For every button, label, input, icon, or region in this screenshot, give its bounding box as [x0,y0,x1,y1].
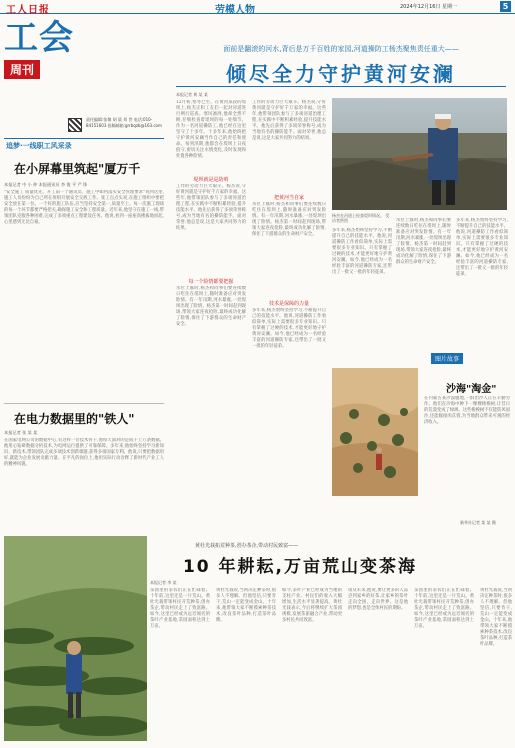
issue-date: 2024年12月16日 星期一 [400,4,458,10]
picture-story-caption: 新华社记者 某 某 摄 [460,520,496,525]
feature-subhead-2: 每一个险情都要把握 [188,279,234,285]
paper-name: 工人日报 [6,5,50,16]
brand-title: 工会 [4,18,74,58]
column-label: 追梦·一线职工风采录 [6,142,72,150]
column-header [4,138,164,150]
left-column [4,18,164,543]
feature-subhead-3: 把黄河当自家 [273,195,304,201]
picture-story-title: 沙海"淘金" [446,384,497,395]
article2-headline: 在电力数据里的"铁人" [14,412,135,426]
qr-code-icon [68,118,82,132]
bottom-photo-image [4,536,147,741]
brand-subtitle: 周刊 [4,60,40,79]
feature-title: 倾尽全力守护黄河安澜 [226,62,456,86]
masthead [0,0,515,14]
feature-col1b: 工作的劳动力巨大艰辛。杨杰说,守好黄河就是守护好千万家的幸福。这些年,他带领团队参与了多项河道治理工程,在实践中不断积累经验,提升技能水平。他先后获得了多项荣誉称号,成为当地有名的操防能手。面对荣誉,他总是说,这是大家共同努力的结果。 [176,184,246,231]
bottom-col1: 茶园里的茶农们正在忙碌着。十年前,这里还是一片荒山。黄杜光栽带领村民开荒种茶,创办茶企,带动村民走上了致富路。如今,这里已经成为远近闻名的茶叶产业基地,茶园面积达到上万亩。 [150,588,210,629]
feature-byline: 本报记者 黄 某 某 [176,92,208,97]
weekly-brand [4,18,104,88]
article1-headline: 在小屏幕里筑起"厦万千 [14,162,141,176]
bottom-kicker: 黄杜光栽拓荒种茶,创办茶企,带动村民致富—— [195,543,299,549]
bottom-col4: 谈及未来,他说,要让更多的人品尝到家乡的好茶,让家乡的茶叶走向全国、走向世界。这是他的梦想,也是全体村民的期盼。 [348,588,408,611]
bottom-byline: 本报记者 李 某 [150,580,177,585]
bottom-col2: 黄杜光栽说,当初决定种茶时,很多人不理解。但他坚信,只要肯干,荒山一定能变成金山。十年来,他带领大家不断摸索种茶技术,改良茶叶品种,打造茶叶品牌。 [216,588,276,623]
bottom-col6: 黄杜光栽说,当初决定种茶时,很多人不理解。但他坚信,只要肯干,荒山一定能变成金山。十年来,他带领大家不断摸索种茶技术,改良茶叶品种,打造茶叶品牌。 [480,588,512,647]
feature-photo-image [332,98,507,210]
feature-col2: 工作的劳动力巨大艰辛。杨杰说,守好黄河就是守护好千万家的幸福。这些年,他带领团队参与了多项河道治理工程,在实践中不断积累经验,提升技能水平。他先后获得了多项荣誉称号,成为当地有名的操防能手。面对荣誉,他总是说,这是大家共同努力的结果。 [252,100,326,141]
bottom-photo [4,536,147,741]
picture-story-header [431,353,511,364]
feature-rule [176,86,506,87]
feature-col3: 水位上涨时,杨杰和同事们要连续数日吃住在堤坝上,随时准备应对突发险情。有一年汛期,河水暴涨,一处堤坝出现了险情。杨杰第一时间赶到现场,带领大家连夜抢险,最终成功化解了险情,保住了下游群众的生命财产安全。 [396,218,451,265]
article-divider [4,403,164,404]
bottom-title: 10 年耕耘,万亩荒山变茶海 [182,557,418,577]
feature-col2c: 多年来,杨杰始终坚持学习,不断提升自己的技能水平。他说,河道操防工作看似简单,实际上需要很多专业知识。只有掌握了过硬的技术,才能更好地守护黄河安澜。如今,他已经成为一名经验丰富的河道操防专家,还带出了一批又一批的年轻徒弟。 [252,308,326,349]
feature-photo-caption: 杨杰在河道上检查堤坝情况。 受访者供图 [332,213,390,223]
article1-byline: 本报记者 中 小 仲 本报通讯员 李 俊 平 严 锋 [4,182,88,187]
page-number: 5 [500,1,511,12]
feature-subhead-4: 技术是保障的力量 [268,301,309,307]
feature-col1c: 水位上涨时,杨杰和同事们要连续数日吃住在堤坝上,随时准备应对突发险情。有一年汛期,河水暴涨,一处堤坝出现了险情。杨杰第一时间赶到现场,带领大家连夜抢险,最终成功化解了险情,保住了下游群众的生命财产安全。 [176,286,246,327]
feature-subhead-1: 堤坝就是巡防哨 [193,177,229,183]
picture-story-body: 在内蒙古某沙漠腹地,一群治沙人正在辛勤劳作。他们在沙海中种下一棵棵梭梭树,让昔日的荒漠变成了绿洲。这些梭梭树不仅能防风固沙,还能嫁接肉苁蓉,为当地群众带来可观的经济收入。 [424,396,510,425]
article2-body: 在国家电网公司的数据中心,有这样一位技术骨干,他每天面对的是成千上万条数据。他用心钻研数据分析技术,为电网运行提供了可靠保障。多年来,他始终坚持学习新知识、新技术,带领团队完成多项技术创新课题,获得多项国家专利。他说,只要把数据用好,就能为企业发展贡献力量。在平凡的岗位上,他用实际行动诠释了新时代产业工人的精神风貌。 [4,438,164,467]
feature-col1: 12月初,寒冬已至。在黄河某段的堤坝上,杨杰正和工友们一起对河道进行例行巡查。寒风凛冽,他却全然不顾,仔细检查着堤坝的每一处细节。作为一名河道操防工,他已经在这里坚守了十多年。十多年来,他始终把守护黄河安澜当作自己的责任和使命。每到汛期,他都会在堤坝上日夜值守,密切关注水情变化,及时发现和处置各种险情。 [176,100,246,159]
editor-contact: 责任编辑:张黎 胡 晨 刘 世 电话:010-84151603 投稿邮箱:grrbqzb@163.com [86,117,162,128]
picture-story-photo [332,368,418,496]
feature-col2b: 水位上涨时,杨杰和同事们要连续数日吃住在堤坝上,随时准备应对突发险情。有一年汛期,河水暴涨,一处堤坝出现了险情。杨杰第一时间赶到现场,带领大家连夜抢险,最终成功化解了险情,保住了下游群众的生命财产安全。 [252,202,326,237]
bottom-col5: 茶园里的茶农们正在忙碌着。十年前,这里还是一片荒山。黄杜光栽带领村民开荒种茶,创办茶企,带动村民走上了致富路。如今,这里已经成为远近闻名的茶叶产业基地,茶园面积达到上万亩。 [414,588,474,629]
feature-photo [332,98,507,210]
feature-kicker: 面前是翻滚的河水,背后是万千百姓的家园,河道操防工杨杰聚焦责任重大—— [223,45,459,53]
feature-col4: 多年来,杨杰始终坚持学习,不断提升自己的技能水平。他说,河道操防工作看似简单,实际上需要很多专业知识。只有掌握了过硬的技术,才能更好地守护黄河安澜。如今,他已经成为一名经验丰富的河道操防专家,还带出了一批又一批的年轻徒弟。 [456,218,508,277]
section-name: 劳模人物 [215,5,255,16]
picture-story-tag: 图片故事 [431,353,463,364]
article2-byline: 本报记者 张 某 某 [4,430,38,435]
bottom-col3: 如今,茶叶产业已经成为当地的支柱产业。村民们的收入大幅增加,生活水平显著提高。黄杜光栽表示,今后将继续扩大茶园规模,发展茶旅融合产业,带动更多村民共同致富。 [282,588,342,623]
article1-body: "安全施工 质量优先、开工前一个通讯员、施工中如何落实安全管理要求"说到这里,施工人员纷纷为自己所在班组开展安全交底工作。张工点点头说,在施工组织中要把安全放在第一位。一个好的施工队伍,应当坚持安全第一,质量至上。每一次施工现场的每一个环节都要严格把关,确保施工安全和工程质量。近年来,他坚守在施工一线,带领团队克服各种困难,完成了多项重点工程建设任务。他说,看到一座座高楼拔地而起,心里感到无比自豪。 [4,190,164,225]
feature-col3b: 多年来,杨杰始终坚持学习,不断提升自己的技能水平。他说,河道操防工作看似简单,实际上需要很多专业知识。只有掌握了过硬的技术,才能更好地守护黄河安澜。如今,他已经成为一名经验丰富的河道操防专家,还带出了一批又一批的年轻徒弟。 [332,228,392,275]
picture-story-image [332,368,418,496]
